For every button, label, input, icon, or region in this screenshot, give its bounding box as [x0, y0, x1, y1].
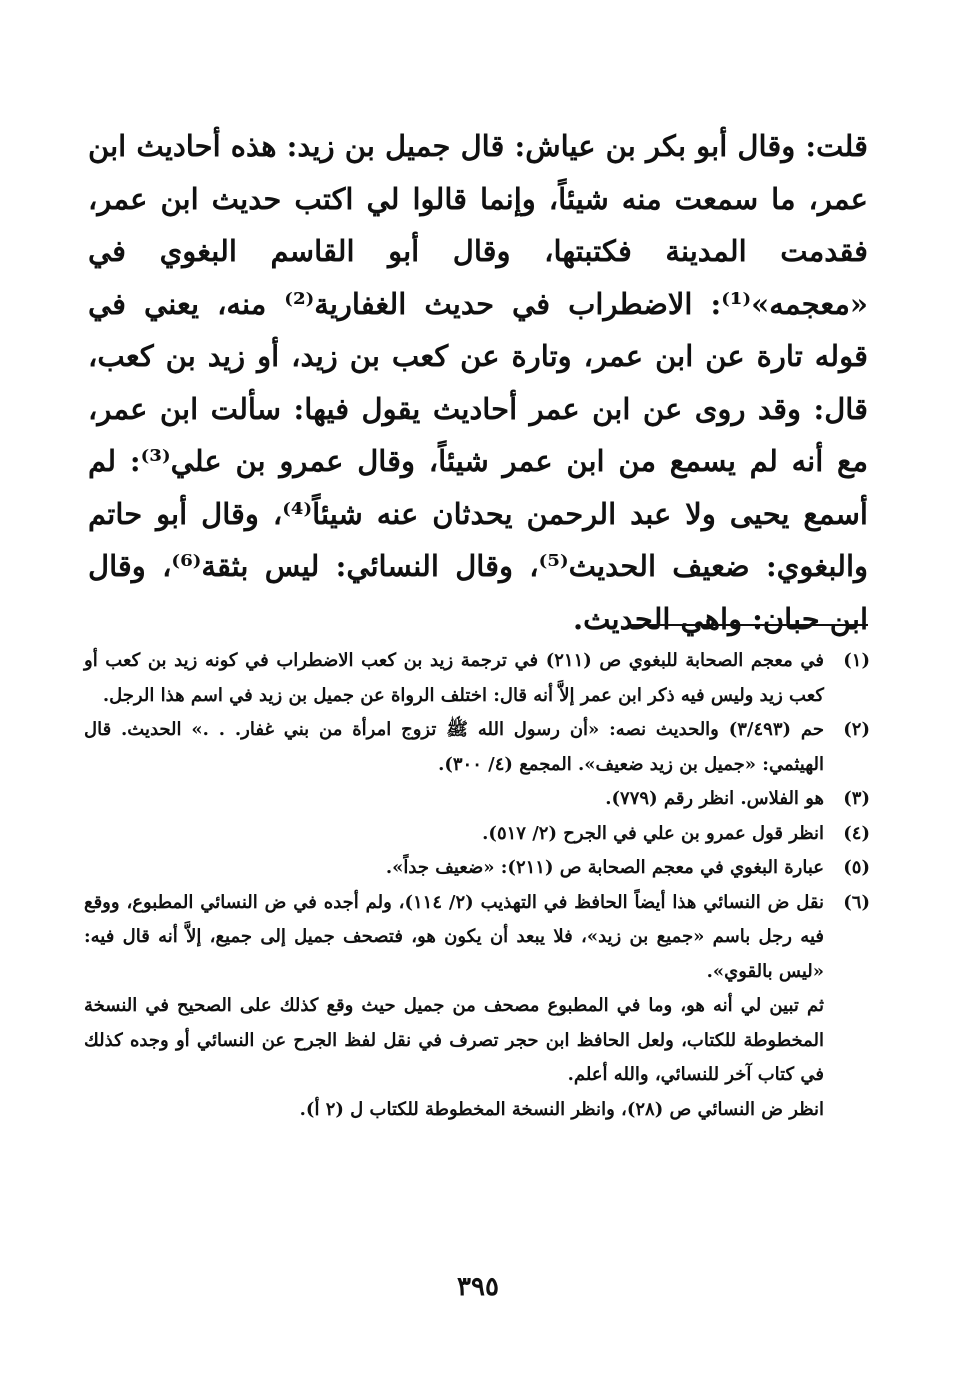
footnote-6-continuation: ثم تبين لي أنه هو، وما في المطبوع مصحف من جميل حيث وقع كذلك على الصحيح في النسخة المخطوطة للكتاب، ولعل الحافظ ابن حجر تصرف في نقل لفظ الجرح عن النسائي أو وجده كذلك في كتاب آخر للنسائي، والله أعلم.: [84, 995, 824, 1085]
footnote-number: (٤): [843, 822, 870, 844]
footnote-text: نقل ض النسائي هذا أيضاً الحافظ في التهذيب (٢/ ١١٤)، ولم أجده في ض النسائي المطبوع، ووقع فيه رجل باسم «جميع بن زيد»، فلا يبعد أن يكون هو، فتصحف جميل إلى جميع، إلاَّ أنه قال فيه: «ليس بالقوي».: [84, 891, 825, 982]
footnote-number: (٣): [843, 788, 870, 809]
footnote-4: [84, 817, 870, 852]
footnote-number: (٥): [843, 857, 870, 878]
footnote-text: في معجم الصحابة للبغوي ص (٢١١) في ترجمة زيد بن كعب الاضطراب في كونه زيد بن كعب أو كعب زيد وليس فيه ذكر ابن عمر إلاَّ أنه قال: اختلف الرواة عن جميل بن زيد في اسم هذا الرجل.: [84, 650, 824, 706]
page-number: ٣٩٥: [457, 1272, 499, 1302]
footnote-text: عبارة البغوي في معجم الصحابة ص (٢١١): «ضعيف جداً».: [385, 857, 824, 878]
footnotes-section: [84, 644, 870, 1127]
footnote-5: [84, 851, 870, 886]
footnote-6: [84, 886, 870, 990]
footnote-text: انظر قول عمرو بن علي في الجرح (٢/ ٥١٧).: [482, 822, 824, 844]
footnote-6-reference: انظر ض النسائي ص (٢٨)، وانظر النسخة المخطوطة للكتاب ل (٢ أ).: [299, 1098, 824, 1120]
main-text-block: [88, 120, 868, 645]
footnote-number: (٢): [843, 719, 870, 740]
footnote-text: حم (٣/٤٩٣) والحديث نصه: «أن رسول الله ﷺ تزوج امرأة من بني غفار. . .» الحديث. قال الهيثمي: «جميل بن زيد ضعيف». المجمع (٤/ ٣٠٠).: [84, 719, 824, 775]
footnote-1: [84, 644, 870, 713]
footnote-text: هو الفلاس. انظر رقم (٧٧٩).: [605, 788, 824, 809]
footnote-number: (١): [843, 650, 870, 671]
footnote-2: [84, 713, 870, 782]
main-paragraph: قلت: وقال أبو بكر بن عياش: قال جميل بن زيد: هذه أحاديث ابن عمر، ما سمعت منه شيئاً، وإنما قالوا لي اكتب حديث ابن عمر، فقدمت المدينة فكتبتها، وقال أبو القاسم البغوي في «معجمه»⁽¹⁾: الاضطراب في حديث الغفارية⁽²⁾ منه، يعني في قوله تارة عن ابن عمر، وتارة عن كعب بن زيد، أو زيد بن كعب، قال: وقد روى عن ابن عمر أحاديث يقول فيها: سألت ابن عمر، مع أنه لم يسمع من ابن عمر شيئاً، وقال عمرو بن علي⁽³⁾: لم أسمع يحيى ولا عبد الرحمن يحدثان عنه شيئاً⁽⁴⁾، وقال أبو حاتم والبغوي: ضعيف الحديث⁽⁵⁾، وقال النسائي: ليس بثقة⁽⁶⁾، وقال ابن حبان: واهي الحديث.: [88, 129, 869, 636]
footnote-3: [84, 782, 870, 817]
footnote-divider: [628, 624, 868, 626]
footnote-number: (٦): [843, 891, 870, 913]
